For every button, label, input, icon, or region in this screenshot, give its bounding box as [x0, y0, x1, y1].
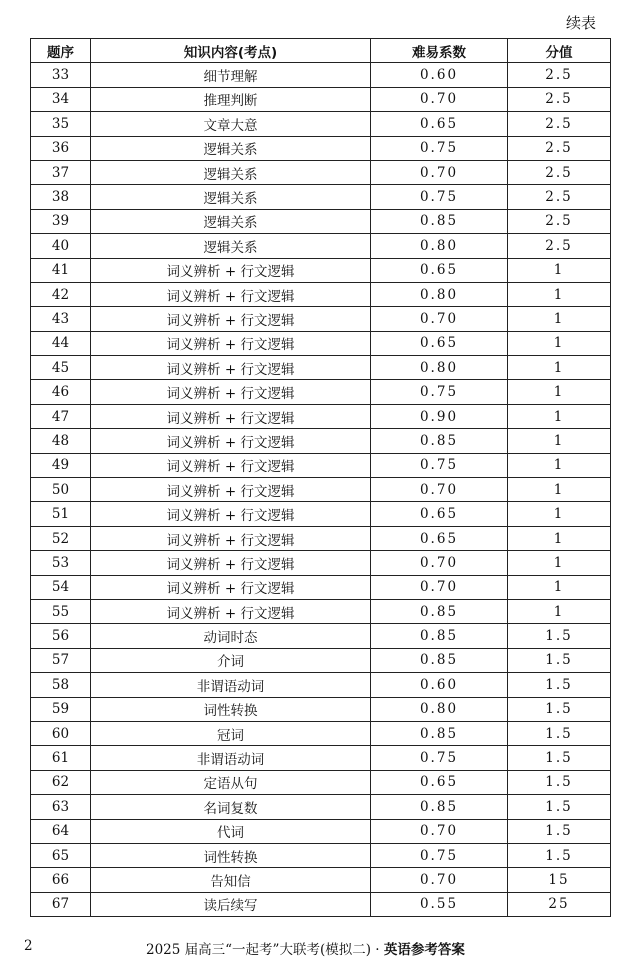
table-row — [31, 380, 611, 404]
page-footer — [0, 938, 639, 958]
knowledge-content-cell: 词义辨析 + 行文逻辑 — [91, 356, 371, 380]
score-cell: 1 — [508, 526, 611, 550]
score-cell: 1 — [508, 331, 611, 355]
table-row — [31, 648, 611, 672]
knowledge-content-cell: 词义辨析 + 行文逻辑 — [91, 453, 371, 477]
question-number-cell: 58 — [31, 673, 91, 697]
table-row — [31, 429, 611, 453]
difficulty-cell: 0.55 — [371, 892, 508, 916]
score-cell: 2.5 — [508, 234, 611, 258]
question-number-cell: 66 — [31, 868, 91, 892]
score-cell: 1 — [508, 453, 611, 477]
question-number-cell: 39 — [31, 209, 91, 233]
header-question-number: 题序 — [31, 39, 91, 63]
table-row — [31, 673, 611, 697]
question-number-cell: 50 — [31, 478, 91, 502]
difficulty-cell: 0.85 — [371, 648, 508, 672]
knowledge-content-cell: 逻辑关系 — [91, 209, 371, 233]
question-number-cell: 47 — [31, 404, 91, 428]
score-table — [30, 38, 611, 917]
knowledge-content-cell: 逻辑关系 — [91, 160, 371, 184]
table-row — [31, 185, 611, 209]
table-header-row — [31, 39, 611, 63]
question-number-cell: 49 — [31, 453, 91, 477]
knowledge-content-cell: 词义辨析 + 行文逻辑 — [91, 502, 371, 526]
score-cell: 1.5 — [508, 819, 611, 843]
question-number-cell: 61 — [31, 746, 91, 770]
difficulty-cell: 0.85 — [371, 624, 508, 648]
difficulty-cell: 0.70 — [371, 868, 508, 892]
knowledge-content-cell: 细节理解 — [91, 63, 371, 87]
footer-title — [146, 938, 465, 958]
question-number-cell: 65 — [31, 843, 91, 867]
table-row — [31, 721, 611, 745]
question-number-cell: 55 — [31, 599, 91, 623]
footer-title-bold: 英语参考答案 — [383, 942, 465, 958]
score-cell: 2.5 — [508, 112, 611, 136]
question-number-cell: 43 — [31, 307, 91, 331]
table-body — [31, 63, 611, 917]
score-cell: 1.5 — [508, 721, 611, 745]
question-number-cell: 48 — [31, 429, 91, 453]
knowledge-content-cell: 介词 — [91, 648, 371, 672]
knowledge-content-cell: 推理判断 — [91, 87, 371, 111]
knowledge-content-cell: 读后续写 — [91, 892, 371, 916]
score-cell: 1 — [508, 502, 611, 526]
continued-label: 续表 — [566, 14, 597, 32]
difficulty-cell: 0.85 — [371, 429, 508, 453]
table-row — [31, 331, 611, 355]
table-row — [31, 551, 611, 575]
table-row — [31, 234, 611, 258]
knowledge-content-cell: 代词 — [91, 819, 371, 843]
question-number-cell: 59 — [31, 697, 91, 721]
score-cell: 2.5 — [508, 63, 611, 87]
table-row — [31, 209, 611, 233]
score-cell: 1 — [508, 599, 611, 623]
knowledge-content-cell: 逻辑关系 — [91, 234, 371, 258]
difficulty-cell: 0.85 — [371, 795, 508, 819]
table-row — [31, 599, 611, 623]
question-number-cell: 41 — [31, 258, 91, 282]
knowledge-content-cell: 文章大意 — [91, 112, 371, 136]
header-score: 分值 — [508, 39, 611, 63]
question-number-cell: 63 — [31, 795, 91, 819]
knowledge-content-cell: 词义辨析 + 行文逻辑 — [91, 599, 371, 623]
difficulty-cell: 0.65 — [371, 526, 508, 550]
score-cell: 1 — [508, 380, 611, 404]
table-row — [31, 770, 611, 794]
difficulty-cell: 0.75 — [371, 185, 508, 209]
question-number-cell: 35 — [31, 112, 91, 136]
question-number-cell: 38 — [31, 185, 91, 209]
table-row — [31, 697, 611, 721]
question-number-cell: 36 — [31, 136, 91, 160]
table-row — [31, 868, 611, 892]
difficulty-cell: 0.65 — [371, 770, 508, 794]
question-number-cell: 56 — [31, 624, 91, 648]
score-cell: 2.5 — [508, 209, 611, 233]
difficulty-cell: 0.70 — [371, 819, 508, 843]
knowledge-content-cell: 告知信 — [91, 868, 371, 892]
knowledge-content-cell: 词性转换 — [91, 697, 371, 721]
difficulty-cell: 0.85 — [371, 599, 508, 623]
score-cell: 1 — [508, 258, 611, 282]
header-difficulty: 难易系数 — [371, 39, 508, 63]
score-cell: 1.5 — [508, 697, 611, 721]
knowledge-content-cell: 词义辨析 + 行文逻辑 — [91, 478, 371, 502]
knowledge-content-cell: 词义辨析 + 行文逻辑 — [91, 380, 371, 404]
difficulty-cell: 0.70 — [371, 307, 508, 331]
difficulty-cell: 0.85 — [371, 209, 508, 233]
table-row — [31, 892, 611, 916]
score-cell: 25 — [508, 892, 611, 916]
question-number-cell: 54 — [31, 575, 91, 599]
page-number: 2 — [24, 938, 33, 954]
table-row — [31, 624, 611, 648]
question-number-cell: 53 — [31, 551, 91, 575]
score-cell: 1.5 — [508, 795, 611, 819]
difficulty-cell: 0.80 — [371, 282, 508, 306]
knowledge-content-cell: 逻辑关系 — [91, 185, 371, 209]
knowledge-content-cell: 词义辨析 + 行文逻辑 — [91, 331, 371, 355]
difficulty-cell: 0.70 — [371, 160, 508, 184]
score-cell: 1.5 — [508, 843, 611, 867]
question-number-cell: 42 — [31, 282, 91, 306]
difficulty-cell: 0.80 — [371, 697, 508, 721]
table-row — [31, 453, 611, 477]
difficulty-cell: 0.60 — [371, 673, 508, 697]
knowledge-content-cell: 词义辨析 + 行文逻辑 — [91, 258, 371, 282]
question-number-cell: 37 — [31, 160, 91, 184]
score-cell: 1 — [508, 478, 611, 502]
question-number-cell: 52 — [31, 526, 91, 550]
knowledge-content-cell: 词义辨析 + 行文逻辑 — [91, 282, 371, 306]
table-row — [31, 843, 611, 867]
question-number-cell: 57 — [31, 648, 91, 672]
score-cell: 1 — [508, 429, 611, 453]
knowledge-content-cell: 动词时态 — [91, 624, 371, 648]
question-number-cell: 46 — [31, 380, 91, 404]
difficulty-cell: 0.75 — [371, 380, 508, 404]
table-row — [31, 526, 611, 550]
question-number-cell: 64 — [31, 819, 91, 843]
difficulty-cell: 0.70 — [371, 551, 508, 575]
score-cell: 2.5 — [508, 136, 611, 160]
score-cell: 1 — [508, 404, 611, 428]
knowledge-content-cell: 词义辨析 + 行文逻辑 — [91, 404, 371, 428]
difficulty-cell: 0.75 — [371, 136, 508, 160]
score-cell: 1 — [508, 575, 611, 599]
difficulty-cell: 0.75 — [371, 746, 508, 770]
score-cell: 1.5 — [508, 673, 611, 697]
table-row — [31, 112, 611, 136]
knowledge-content-cell: 词义辨析 + 行文逻辑 — [91, 307, 371, 331]
table-row — [31, 356, 611, 380]
knowledge-content-cell: 词义辨析 + 行文逻辑 — [91, 575, 371, 599]
question-number-cell: 44 — [31, 331, 91, 355]
question-number-cell: 62 — [31, 770, 91, 794]
table-row — [31, 63, 611, 87]
table-row — [31, 136, 611, 160]
question-number-cell: 40 — [31, 234, 91, 258]
score-cell: 1.5 — [508, 770, 611, 794]
question-number-cell: 45 — [31, 356, 91, 380]
score-cell: 1.5 — [508, 746, 611, 770]
table-row — [31, 746, 611, 770]
difficulty-cell: 0.80 — [371, 234, 508, 258]
knowledge-content-cell: 词义辨析 + 行文逻辑 — [91, 429, 371, 453]
table-row — [31, 87, 611, 111]
knowledge-content-cell: 非谓语动词 — [91, 746, 371, 770]
knowledge-content-cell: 定语从句 — [91, 770, 371, 794]
difficulty-cell: 0.65 — [371, 502, 508, 526]
knowledge-content-cell: 逻辑关系 — [91, 136, 371, 160]
question-number-cell: 60 — [31, 721, 91, 745]
table-row — [31, 307, 611, 331]
score-cell: 1 — [508, 551, 611, 575]
difficulty-cell: 0.65 — [371, 258, 508, 282]
table-row — [31, 575, 611, 599]
question-number-cell: 67 — [31, 892, 91, 916]
score-cell: 15 — [508, 868, 611, 892]
difficulty-cell: 0.80 — [371, 356, 508, 380]
score-cell: 2.5 — [508, 185, 611, 209]
footer-title-prefix: 2025 届高三“一起考”大联考(模拟二) · — [146, 942, 384, 958]
table-row — [31, 404, 611, 428]
score-cell: 1.5 — [508, 648, 611, 672]
score-cell: 2.5 — [508, 87, 611, 111]
score-cell: 1 — [508, 356, 611, 380]
difficulty-cell: 0.70 — [371, 87, 508, 111]
difficulty-cell: 0.90 — [371, 404, 508, 428]
table-row — [31, 502, 611, 526]
difficulty-cell: 0.70 — [371, 575, 508, 599]
knowledge-content-cell: 词性转换 — [91, 843, 371, 867]
table-row — [31, 478, 611, 502]
difficulty-cell: 0.75 — [371, 843, 508, 867]
difficulty-cell: 0.85 — [371, 721, 508, 745]
knowledge-content-cell: 词义辨析 + 行文逻辑 — [91, 551, 371, 575]
table-row — [31, 258, 611, 282]
knowledge-content-cell: 词义辨析 + 行文逻辑 — [91, 526, 371, 550]
difficulty-cell: 0.65 — [371, 331, 508, 355]
knowledge-content-cell: 非谓语动词 — [91, 673, 371, 697]
knowledge-content-cell: 冠词 — [91, 721, 371, 745]
difficulty-cell: 0.75 — [371, 453, 508, 477]
score-cell: 2.5 — [508, 160, 611, 184]
table-row — [31, 819, 611, 843]
header-knowledge-content: 知识内容(考点) — [91, 39, 371, 63]
question-number-cell: 33 — [31, 63, 91, 87]
table-row — [31, 795, 611, 819]
difficulty-cell: 0.60 — [371, 63, 508, 87]
score-cell: 1 — [508, 282, 611, 306]
knowledge-content-cell: 名词复数 — [91, 795, 371, 819]
question-number-cell: 34 — [31, 87, 91, 111]
table-row — [31, 282, 611, 306]
question-number-cell: 51 — [31, 502, 91, 526]
score-cell: 1 — [508, 307, 611, 331]
difficulty-cell: 0.65 — [371, 112, 508, 136]
score-cell: 1.5 — [508, 624, 611, 648]
difficulty-cell: 0.70 — [371, 478, 508, 502]
table-row — [31, 160, 611, 184]
